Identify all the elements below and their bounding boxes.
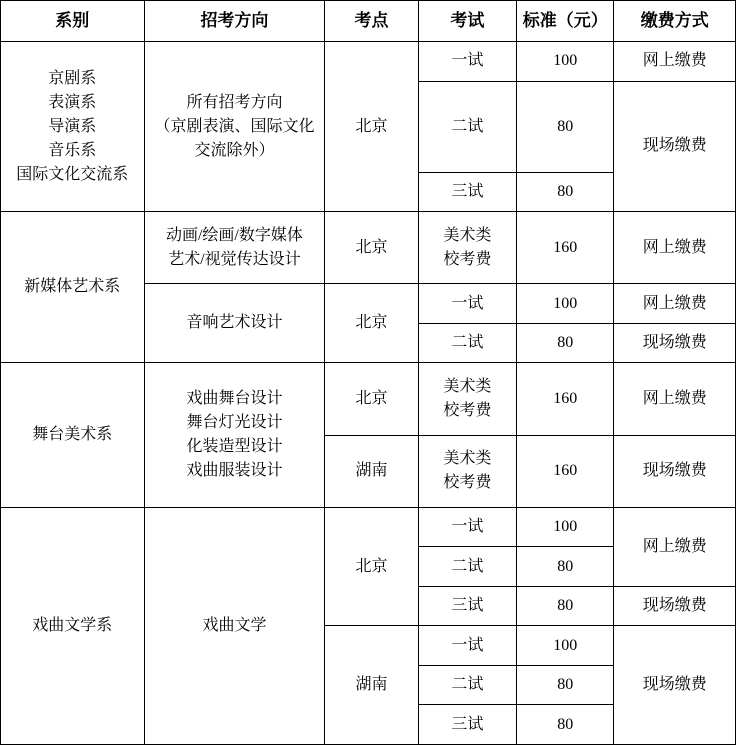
fee-cell: 80 [517, 81, 614, 172]
fee-cell: 80 [517, 323, 614, 363]
exam-round-cell: 三试 [418, 586, 516, 626]
major-cell: 戏曲文学 [144, 507, 325, 744]
fee-cell: 160 [517, 363, 614, 435]
exam-site-cell: 北京 [325, 507, 418, 626]
table-row [1, 507, 736, 547]
fee-cell: 80 [517, 547, 614, 587]
exam-round-cell: 美术类 校考费 [418, 435, 516, 507]
exam-round-cell: 二试 [418, 547, 516, 587]
exam-round-cell: 一试 [418, 507, 516, 547]
payment-method-cell: 现场缴费 [614, 626, 736, 745]
payment-method-cell: 现场缴费 [614, 435, 736, 507]
fee-cell: 160 [517, 212, 614, 284]
department-cell: 戏曲文学系 [1, 507, 145, 744]
major-cell: 所有招考方向 （京剧表演、国际文化 交流除外） [144, 42, 325, 212]
fee-cell: 160 [517, 435, 614, 507]
exam-round-cell: 美术类 校考费 [418, 363, 516, 435]
table-header-row [1, 1, 736, 42]
fee-cell: 80 [517, 172, 614, 212]
payment-method-cell: 现场缴费 [614, 81, 736, 212]
payment-method-cell: 网上缴费 [614, 284, 736, 324]
table-row [1, 363, 736, 435]
fee-cell: 100 [517, 626, 614, 666]
exam-round-cell: 二试 [418, 323, 516, 363]
column-header-department: 系别 [1, 1, 145, 42]
fee-cell: 100 [517, 42, 614, 82]
major-cell: 音响艺术设计 [144, 284, 325, 363]
fee-cell: 80 [517, 586, 614, 626]
department-cell: 舞台美术系 [1, 363, 145, 507]
column-header-fee-standard: 标准（元） [517, 1, 614, 42]
table-row [1, 212, 736, 284]
payment-method-cell: 网上缴费 [614, 42, 736, 82]
payment-method-cell: 网上缴费 [614, 363, 736, 435]
department-cell: 京剧系 表演系 导演系 音乐系 国际文化交流系 [1, 42, 145, 212]
table-row [1, 42, 736, 82]
exam-round-cell: 一试 [418, 284, 516, 324]
exam-round-cell: 二试 [418, 665, 516, 705]
column-header-major: 招考方向 [144, 1, 325, 42]
column-header-payment-method: 缴费方式 [614, 1, 736, 42]
exam-round-cell: 三试 [418, 172, 516, 212]
exam-site-cell: 北京 [325, 284, 418, 363]
fee-cell: 80 [517, 705, 614, 745]
payment-method-cell: 网上缴费 [614, 212, 736, 284]
payment-method-cell: 现场缴费 [614, 586, 736, 626]
department-cell: 新媒体艺术系 [1, 212, 145, 363]
exam-round-cell: 美术类 校考费 [418, 212, 516, 284]
fee-cell: 100 [517, 507, 614, 547]
exam-site-cell: 北京 [325, 42, 418, 212]
column-header-exam-site: 考点 [325, 1, 418, 42]
table-header [1, 1, 736, 42]
exam-round-cell: 一试 [418, 626, 516, 666]
major-cell: 动画/绘画/数字媒体 艺术/视觉传达设计 [144, 212, 325, 284]
exam-site-cell: 湖南 [325, 435, 418, 507]
column-header-exam-round: 考试 [418, 1, 516, 42]
exam-round-cell: 一试 [418, 42, 516, 82]
exam-round-cell: 二试 [418, 81, 516, 172]
major-cell: 戏曲舞台设计 舞台灯光设计 化装造型设计 戏曲服装设计 [144, 363, 325, 507]
exam-site-cell: 北京 [325, 363, 418, 435]
exam-round-cell: 三试 [418, 705, 516, 745]
fee-cell: 80 [517, 665, 614, 705]
table-body [1, 42, 736, 745]
payment-method-cell: 网上缴费 [614, 507, 736, 586]
exam-site-cell: 北京 [325, 212, 418, 284]
exam-site-cell: 湖南 [325, 626, 418, 745]
fee-cell: 100 [517, 284, 614, 324]
payment-method-cell: 现场缴费 [614, 323, 736, 363]
